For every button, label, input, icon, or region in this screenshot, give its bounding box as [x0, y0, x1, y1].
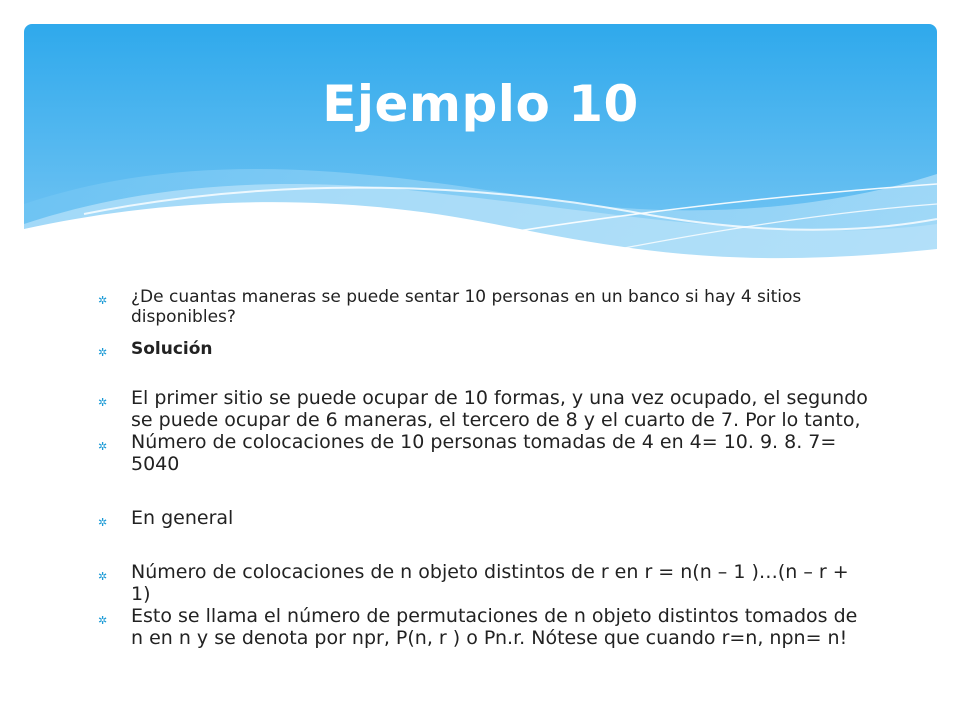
permutation-note-text: Esto se llama el número de permutaciones de n objeto distintos tomados de n en n y se denota por npr, P(n, r ) o Pn.r. Nótese que cuando r=n, npn= n! — [131, 605, 858, 649]
explanation-text: El primer sitio se puede ocupar de 10 formas, y una vez ocupado, el segundo se puede ocupar de 6 maneras, el tercero de 8 y el cuarto de 7. Por lo tanto, — [131, 387, 868, 431]
result-bullet — [98, 431, 868, 475]
bullet-icon: ✲ — [98, 516, 108, 529]
permutation-note-bullet — [98, 605, 868, 649]
result-text: Número de colocaciones de 10 personas tomadas de 4 en 4= 10. 9. 8. 7= 5040 — [131, 431, 837, 475]
explanation-bullet — [98, 387, 868, 431]
solution-heading: Solución — [131, 339, 213, 359]
formula-text: Número de colocaciones de n objeto distintos de r en r = n(n – 1 )…(n – r + 1) — [131, 561, 849, 605]
formula-bullet — [98, 561, 868, 605]
solution-heading-bullet — [98, 339, 868, 359]
bullet-icon: ✲ — [98, 294, 108, 307]
bullet-icon: ✲ — [98, 440, 108, 453]
header-wave-graphic — [24, 24, 937, 274]
question-text: ¿De cuantas maneras se puede sentar 10 personas en un banco si hay 4 sitios disponibles? — [131, 287, 802, 327]
general-heading-bullet — [98, 507, 868, 529]
bullet-icon: ✲ — [98, 346, 108, 359]
bullet-icon: ✲ — [98, 396, 108, 409]
bullet-list — [98, 287, 868, 649]
header-wave-band — [24, 24, 937, 274]
slide-title: Ejemplo 10 — [322, 75, 639, 133]
bullet-icon: ✲ — [98, 614, 108, 627]
general-heading: En general — [131, 507, 234, 529]
question-bullet — [98, 287, 868, 327]
bullet-icon: ✲ — [98, 570, 108, 583]
